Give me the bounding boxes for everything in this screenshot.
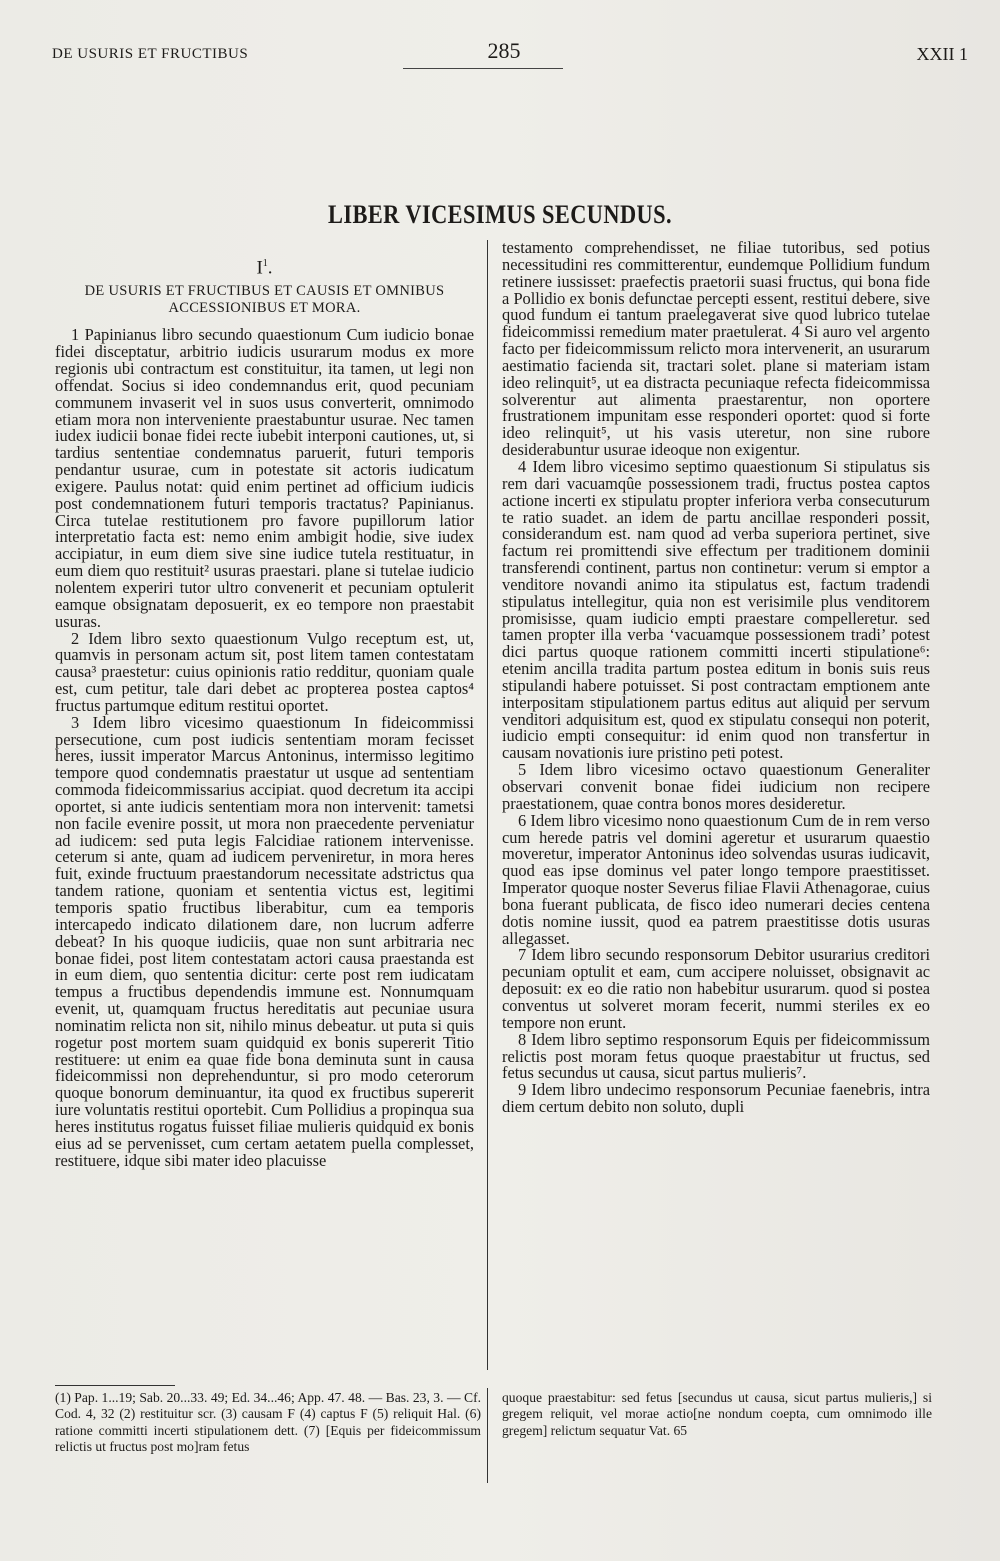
footnotes-left: (1) Pap. 1...19; Sab. 20...33. 49; Ed. 34...46; App. 47. 48. — Bas. 23, 3. — Cf. Cod. 4, 32 (2) restituitur scr. (3) causam F (4) captus F (5) reliquit Hal. (6) ratione committi incerti stipulationem dett. (7) [Equis per fideicommissum relictis ut fructus post mo]ram fetus <box>55 1390 481 1455</box>
footnote-rule <box>55 1385 175 1386</box>
fragment-4: 4 Idem libro vicesimo septimo quaestionum Si stipulatus sis rem dari vacuamqûe possessionem tradi, fructus postea captos actione incerti ex stipulatu propter inferiora verba consecuturum te ratio suadet. an idem de partu ancillae responderi possit, considerandum est. nam quod ad verba superiora pertinet, sive factum rei promittendi sive effectum per traditionem dominii transferendi continent, partus non continetur: verum si emptor a venditore novandi animo ita stipulatus est, factum tradendi stipulatus intellegitur, quia non est verisimile plus venditorem promisisse, quam iudicio empti praestare compelleretur. sed tamen propter illa verba ‘vacuamque possessionem tradi’ potest dici partus quoque rationem committi incerti stipulatione⁶: etenim ancilla tradita partum postea editum in bonis suis reus stipulandi habere potuisset. Si post contractam emptionem ante interpositam stipulationem partus editus aut aliquid per servum venditori adquisitum est, quod ex stipulatu consequi non poterit, iudicio empti consequitur: id enim quod non transfertur in causam novationis iure pristino peti potest. <box>502 456 930 763</box>
fragment-5: 5 Idem libro vicesimo octavo quaestionum Generaliter observari convenit bonae fidei iudicium non recipere praestationem, quae contra bonos mores desideretur. <box>502 760 930 813</box>
fragment-3-continued: testamento comprehendisset, ne filiae tutoribus, sed potius necessitudini res committerentur, eundemque Pollidium fundum retinere iussisset: praefectis praetorii suasi fructus, qui bona fide a Pollidio ex bonis defunctae percepti essent, restitui debere, sive quod fundum ei tantum praelegaverat sive quod lubrico tutelae fideicommissi remedium mater praetulerat. 4 Si auro vel argento facto per fideicommissum relicto mora intervenerit, an usurarum aestimatio facienda sit, tractari solet. plane si materiam istam ideo relinquit⁵, ut ea distracta pecuniaque refecta fideicommissa solverentur aut alimenta praestarentur, non oportere frustrationem impunitam esse responderi oportet: quod si forte ideo relinquit⁵, ut his vasis uteretur, non sine rubore desiderabuntur usurae ideoque non exigentur. <box>502 238 930 460</box>
running-head-left: DE USURIS ET FRUCTIBUS <box>52 46 249 62</box>
fragment-6: 6 Idem libro vicesimo nono quaestionum Cum de in rem verso cum herede patris vel domini ageretur et usurarum quaestio moveretur, imperator Antoninus ideo solvendas usuras iudicavit, quod eas ipse dominus vel pater longo tempore praestitisset. Imperator quoque noster Severus filiae Flavii Athenagorae, cuius bona fuerant publicata, de fisco ideo numerari decies centena dotis nomine iussit, quod ea patrem praestitisse dotis usuras allegasset. <box>502 810 930 948</box>
left-column <box>55 240 474 1170</box>
fragment-1: 1 Papinianus libro secundo quaestionum Cum iudicio bonae fidei disceptatur, arbitrio iudicis usurarum modus ex more regionis ubi contractum est constituitur, ita tamen, ut legi non offendat. Socius si ideo condemnandus erit, quod pecuniam communem invaserit vel in suos usus converterit, omnimodo etiam mora non interveniente praestabuntur usurae. Nec tamen iudex iudicii bonae fidei recte iubebit interponi cautiones, ut, si tardius sententiae condemnatus paruerit, futuri temporis pendantur usurae, cum in potestate sit actoris iudicatum exigere. Paulus notat: quid enim pertinet ad officium iudicis post condemnationem futuri temporis tractatus? Papinianus. Circa tutelae restitutionem pro favore pupillorum latior interpretatio facta est: nemo enim ambigit hodie, sive iudex accipiatur, in eum diem sive sine iudice tutela restituatur, in eum diem quo restituit² usuras praestari. plane si tutelae iudicio nolentem experiri tutor ultro convenerit et pecuniam optulerit eamque obsignatam deposuerit, ex eo tempore non praestabit usuras. <box>55 325 474 631</box>
page-number: 285 <box>487 38 521 63</box>
fragment-9: 9 Idem libro undecimo responsorum Pecuniae faenebris, intra diem certum debito non soluto, dupli <box>502 1080 930 1117</box>
title-heading: DE USURIS ET FRUCTIBUS ET CAUSIS ET OMNIBUS ACCESSIONIBUS ET MORA. <box>84 283 445 317</box>
footnotes-right: quoque praestabitur: sed fetus [secundus ut causa, sicut partus mulieris,] si gregem reliquit, vel morae actio[ne nondum coepta, cum omnimodo ille gregem] relictum sequatur Vat. 65 <box>502 1390 932 1438</box>
running-head-right: XXII 1 <box>916 44 968 64</box>
right-column <box>502 240 930 1116</box>
fragment-8: 8 Idem libro septimo responsorum Equis per fideicommissum relictis post moram fetus quoque praestabitur ut fructus, sed fetus secundus ut causa, sicut partus mulieris⁷. <box>502 1029 930 1083</box>
title-number: $I^1$. <box>256 257 273 279</box>
page-number-rule <box>403 68 563 69</box>
book-title: LIBER VICESIMUS SECUNDUS. <box>328 200 672 229</box>
fragment-3: 3 Idem libro vicesimo quaestionum In fideicommissi persecutione, cum post iudicis sententiam moram fecisset heres, iussit imperator Marcus Antoninus, intermisso legitimo tempore quod condemnatis praestatur ut usque ad sententiam commoda fideicommissarius accipiat. quod decretum ita accipi oportet, si ante iudicis sententiam mora non intervenit: tametsi non facile evenire possit, ut mora non praecedente perveniatur ad iudicem: sed puta legis Falcidiae rationem intervenisse. ceterum si ante, quam ad iudicem perveniretur, in mora heres fuit, exinde fructuum praestandorum necessitate adstrictus qua tandem ratione, quoniam et sententia victus est, legitimi temporis spatio fructibus liberabitur, cum ea temporis intercapedo indicato dilationem dare, non lucrum adferre debeat? In his quoque iudiciis, quae non sunt arbitraria nec bonae fidei, post litem contestatam actori causa praestanda est in eum diem, quo sententia dicitur: certe post rem iudicatam tempus a fructibus dependendis immune est. Nonnumquam evenit, ut, quamquam fructus hereditatis aut pecuniae usura nominatim relicta non sit, nihilo minus debeatur. ut puta si quis rogetur post mortem suam quidquid ex bonis supererit Titio restituere: ut enim ea quae fide bona deminuta sunt in causa fideicommissi non deprehenduntur, si pro modo ceterorum quoque bonorum deminuantur, ita quod ex fructibus supererit iure voluntatis restitui oportebit. Cum Pollidius a propinqua sua heres institutus rogatus fuisset filiae mulieris quidquid ex bonis eius ad se pervenisset, cum certam aetatem puella complesset, restituere, idque sibi mater ideo placuisse <box>55 712 474 1170</box>
footnote-divider <box>487 1388 488 1483</box>
fragment-2: 2 Idem libro sexto quaestionum Vulgo receptum est, ut, quamvis in personam actum sit, post litem tamen contestatam causa³ praestetur: cuius opinionis ratio redditur, quoniam quale est, cum petitur, tale dari debet ac propterea postea captos⁴ fructus partumque editum restitui oportet. <box>55 628 474 715</box>
column-divider <box>487 240 488 1370</box>
fragment-7: 7 Idem libro secundo responsorum Debitor usurarius creditori pecuniam optulit et eam, cum accipere noluisset, obsignavit ac deposuit: ex eo die ratio non habebitur usurarum. quod si postea conventus ut solveret moram fecerit, nummi steriles ex eo tempore non erunt. <box>502 945 930 1032</box>
